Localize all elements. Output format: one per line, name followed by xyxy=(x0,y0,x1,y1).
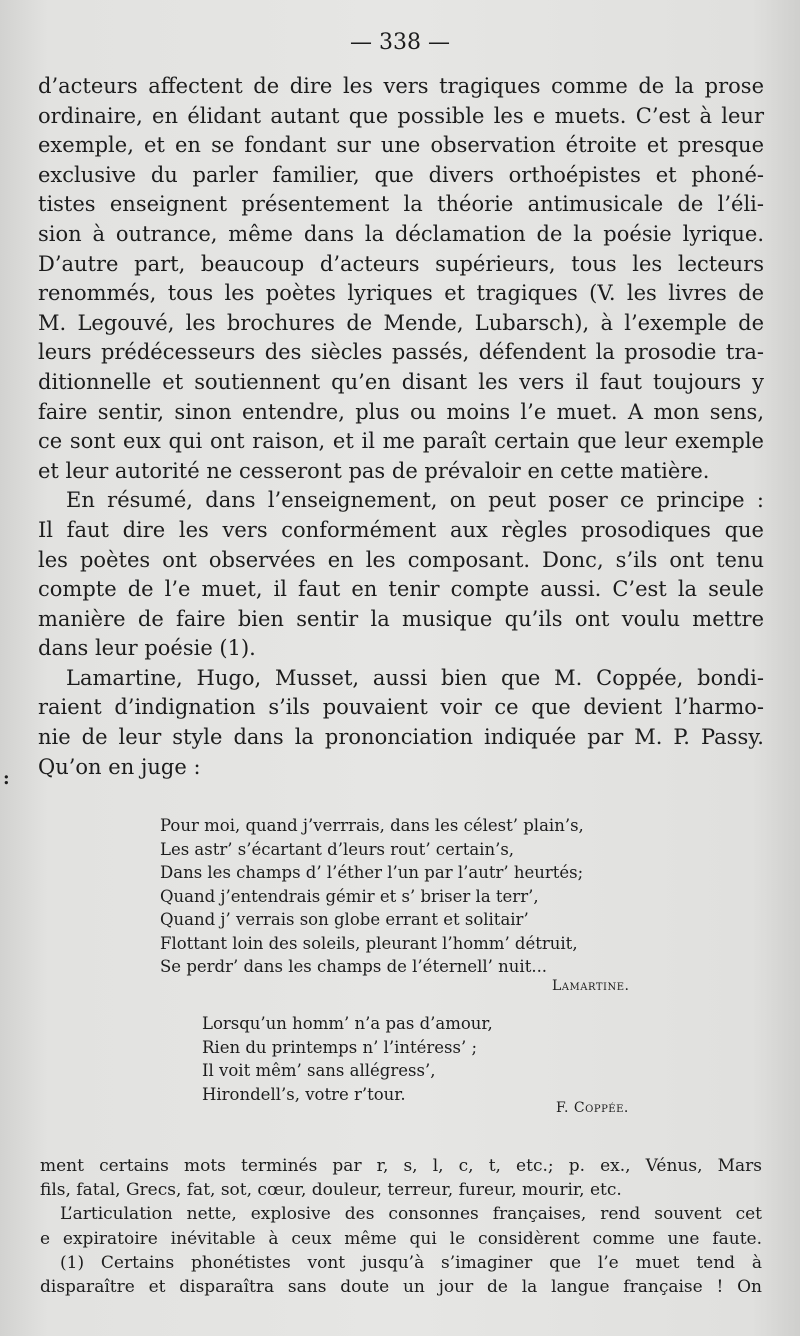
verse-line: Flottant loin des soleils, pleurant l’homm’ détruit, xyxy=(160,933,578,953)
verse-line: Lorsqu’un homm’ n’a pas d’amour, xyxy=(202,1014,493,1033)
text-line: d’acteurs affectent de dire les vers tragiques comme de la prose xyxy=(38,74,764,98)
page-number: — 338 — xyxy=(350,30,450,55)
footnote-line: e expiratoire inévitable à ceux même qui le considèrent comme une faute. xyxy=(40,1228,762,1249)
footnote-line: L’articulation nette, explosive des consonnes françaises, rend souvent cet xyxy=(60,1204,762,1225)
verse-line: Les astr’ s’écartant d’leurs rout’ certain’s, xyxy=(160,839,515,859)
text-line: ditionnelle et soutiennent qu’en disant les vers il faut toujours y xyxy=(38,369,764,394)
text-line: leurs prédécesseurs des siècles passés, défendent la prosodie tra- xyxy=(38,340,764,365)
text-line: Qu’on en juge : xyxy=(38,754,201,779)
footnote-line: ment certains mots terminés par r, s, l, c, t, etc.; p. ex., Vénus, Mars xyxy=(40,1156,762,1176)
text-line: raient d’indignation s’ils pouvaient voir ce que devient l’harmo- xyxy=(38,695,764,720)
footnote-line: (1) Certains phonétistes vont jusqu’à s’imaginer que l’e muet tend à xyxy=(60,1252,762,1273)
verse-line: Dans les champs d’ l’éther l’un par l’autr’ heurtés; xyxy=(160,863,584,882)
text-line: exemple, et en se fondant sur une observation étroite et presque xyxy=(38,133,764,158)
text-line: manière de faire bien sentir la musique qu’ils ont voulu mettre xyxy=(38,606,764,631)
text-line: et leur autorité ne cesseront pas de prévaloir en cette matière. xyxy=(38,458,710,483)
text-line: D’autre part, beaucoup d’acteurs supérieurs, tous les lecteurs xyxy=(38,251,764,276)
text-line: En résumé, dans l’enseignement, on peut poser ce principe : xyxy=(66,488,764,513)
text-line: ordinaire, en élidant autant que possible les e muets. C’est à leur xyxy=(38,103,764,128)
text-line: exclusive du parler familier, que divers orthoépistes et phoné- xyxy=(38,162,764,187)
poem-author-coppee: F. Coppée. xyxy=(556,1100,629,1116)
verse-line: Se perdr’ dans les champs de l’éternell’ nuit... xyxy=(160,957,548,976)
footnote-line: fils, fatal, Grecs, fat, sot, cœur, douleur, terreur, fureur, mourir, etc. xyxy=(40,1180,622,1201)
text-line: les poètes ont observées en les composant. Donc, s’ils ont tenu xyxy=(38,547,764,572)
footnotes xyxy=(40,1154,762,1299)
verse-line: Quand j’ verrais son globe errant et solitair’ xyxy=(160,910,529,929)
text-line: Il faut dire les vers conformément aux règles prosodiques que xyxy=(38,517,764,542)
main-text xyxy=(38,72,764,782)
verse-line: Hirondell’s, votre r’tour. xyxy=(202,1084,406,1104)
text-line: nie de leur style dans la prononciation indiquée par M. P. Passy. xyxy=(38,725,764,750)
text-line: tistes enseignent présentement la théorie antimusicale de l’éli- xyxy=(38,192,764,217)
text-line: dans leur poésie (1). xyxy=(38,636,256,661)
text-line: ce sont eux qui ont raison, et il me paraît certain que leur exemple xyxy=(38,429,764,454)
text-line: faire sentir, sinon entendre, plus ou moins l’e muet. A mon sens, xyxy=(38,399,764,424)
verse-line: Quand j’entendrais gémir et s’ briser la terr’, xyxy=(160,886,539,906)
margin-mark: : xyxy=(3,768,10,789)
poem-lamartine xyxy=(160,814,584,979)
text-line: M. Legouvé, les brochures de Mende, Lubarsch), à l’exemple de xyxy=(38,310,764,335)
verse-line: Rien du printemps n’ l’intéress’ ; xyxy=(202,1037,478,1057)
text-line: Lamartine, Hugo, Musset, aussi bien que M. Coppée, bondi- xyxy=(66,665,764,690)
poem-coppee xyxy=(202,1012,493,1106)
text-line: sion à outrance, même dans la déclamation de la poésie lyrique. xyxy=(38,221,764,246)
verse-line: Pour moi, quand j’verrrais, dans les célest’ plain’s, xyxy=(160,816,584,835)
poem-author-lamartine: Lamartine. xyxy=(552,978,630,994)
footnote-line: disparaître et disparaîtra sans doute un jour de la langue française ! On xyxy=(40,1277,762,1298)
text-line: compte de l’e muet, il faut en tenir compte aussi. C’est la seule xyxy=(38,577,764,602)
verse-line: Il voit mêm’ sans allégress’, xyxy=(202,1061,436,1080)
text-line: renommés, tous les poètes lyriques et tragiques (V. les livres de xyxy=(38,281,764,306)
